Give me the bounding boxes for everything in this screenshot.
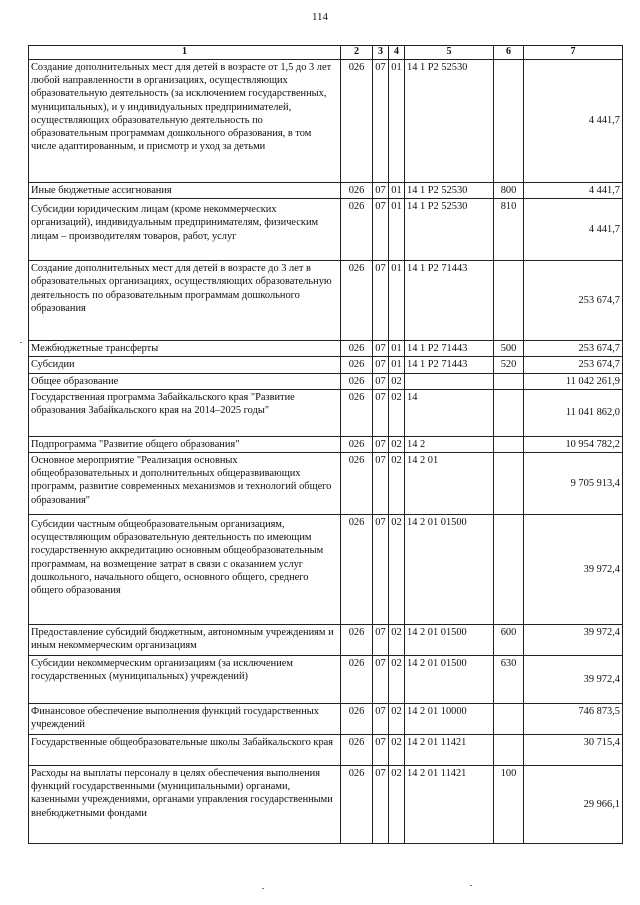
cell-subsection: 02 — [389, 656, 405, 704]
cell-expense-type: 800 — [494, 183, 524, 199]
table-row — [29, 656, 623, 704]
cell-target-article — [405, 373, 494, 389]
cell-subsection: 02 — [389, 515, 405, 625]
cell-code: 026 — [341, 389, 373, 436]
table-row — [29, 625, 623, 656]
column-header: 1 — [29, 46, 341, 60]
cell-section: 07 — [373, 704, 389, 735]
cell-code: 026 — [341, 261, 373, 341]
column-header: 5 — [405, 46, 494, 60]
cell-section: 07 — [373, 357, 389, 373]
table-row — [29, 60, 623, 183]
cell-section: 07 — [373, 766, 389, 844]
cell-section: 07 — [373, 341, 389, 357]
cell-subsection: 01 — [389, 357, 405, 373]
cell-target-article: 14 2 01 11421 — [405, 766, 494, 844]
table-row — [29, 341, 623, 357]
cell-amount: 11 041 862,0 — [524, 389, 623, 436]
cell-amount: 253 674,7 — [524, 357, 623, 373]
cell-subsection: 01 — [389, 341, 405, 357]
cell-section: 07 — [373, 735, 389, 766]
cell-target-article: 14 1 P2 71443 — [405, 261, 494, 341]
row-name: Общее образование — [29, 373, 341, 389]
cell-target-article: 14 2 01 01500 — [405, 515, 494, 625]
row-name: Создание дополнительных мест для детей в возрасте до 3 лет в образовательных организациях, осуществляющих образовательную деятельность по образовательным программам дошкольного образования — [29, 261, 341, 341]
cell-expense-type — [494, 436, 524, 452]
cell-subsection: 01 — [389, 183, 405, 199]
cell-section: 07 — [373, 656, 389, 704]
scan-speck — [262, 888, 264, 889]
cell-code: 026 — [341, 183, 373, 199]
cell-section: 07 — [373, 436, 389, 452]
cell-target-article: 14 2 01 11421 — [405, 735, 494, 766]
row-name: Финансовое обеспечение выполнения функций государственных учреждений — [29, 704, 341, 735]
table-row — [29, 453, 623, 515]
table-row — [29, 199, 623, 261]
column-header: 3 — [373, 46, 389, 60]
cell-section: 07 — [373, 515, 389, 625]
cell-code: 026 — [341, 704, 373, 735]
cell-expense-type: 100 — [494, 766, 524, 844]
cell-subsection: 02 — [389, 766, 405, 844]
cell-amount: 746 873,5 — [524, 704, 623, 735]
cell-target-article: 14 2 — [405, 436, 494, 452]
cell-target-article: 14 2 01 — [405, 453, 494, 515]
table-row — [29, 373, 623, 389]
table-row — [29, 704, 623, 735]
cell-target-article: 14 2 01 01500 — [405, 625, 494, 656]
cell-amount: 39 972,4 — [524, 656, 623, 704]
table-row — [29, 261, 623, 341]
cell-code: 026 — [341, 357, 373, 373]
cell-section: 07 — [373, 625, 389, 656]
cell-subsection: 02 — [389, 625, 405, 656]
cell-target-article: 14 1 P2 52530 — [405, 60, 494, 183]
table-row — [29, 357, 623, 373]
table-row — [29, 436, 623, 452]
cell-target-article: 14 2 01 01500 — [405, 656, 494, 704]
column-header: 2 — [341, 46, 373, 60]
cell-amount: 10 954 782,2 — [524, 436, 623, 452]
table-header-row — [29, 46, 623, 60]
cell-code: 026 — [341, 436, 373, 452]
cell-code: 026 — [341, 60, 373, 183]
table-row — [29, 183, 623, 199]
cell-amount: 29 966,1 — [524, 766, 623, 844]
cell-target-article: 14 1 P2 52530 — [405, 199, 494, 261]
cell-code: 026 — [341, 199, 373, 261]
cell-target-article: 14 1 P2 52530 — [405, 183, 494, 199]
cell-expense-type — [494, 735, 524, 766]
cell-expense-type: 630 — [494, 656, 524, 704]
cell-code: 026 — [341, 515, 373, 625]
page-number: 114 — [311, 11, 329, 23]
row-name: Субсидии юридическим лицам (кроме некоммерческих организаций), индивидуальным предпринимателям, физическим лицам – производителям товаров, работ, услуг — [29, 199, 341, 261]
cell-subsection: 02 — [389, 735, 405, 766]
row-name: Предоставление субсидий бюджетным, автономным учреждениям и иным некоммерческим организациям — [29, 625, 341, 656]
cell-target-article: 14 2 01 10000 — [405, 704, 494, 735]
cell-amount: 4 441,7 — [524, 60, 623, 183]
cell-amount: 253 674,7 — [524, 341, 623, 357]
cell-expense-type — [494, 60, 524, 183]
cell-expense-type — [494, 261, 524, 341]
row-name: Создание дополнительных мест для детей в возрасте от 1,5 до 3 лет любой направленности в организациях, осуществляющих образовательную деятельность (за исключением государственных, муниципальных), и у индивидуальных предпринимателей, осуществляющих образовательную деятельность по образовательным программам дошкольного образования, в том числе адаптированным, и присмотр и уход за детьми — [29, 60, 341, 183]
cell-code: 026 — [341, 656, 373, 704]
cell-expense-type — [494, 373, 524, 389]
cell-code: 026 — [341, 766, 373, 844]
cell-amount: 11 042 261,9 — [524, 373, 623, 389]
cell-section: 07 — [373, 261, 389, 341]
row-name: Межбюджетные трансферты — [29, 341, 341, 357]
cell-expense-type — [494, 453, 524, 515]
cell-section: 07 — [373, 373, 389, 389]
budget-table — [28, 45, 623, 844]
cell-amount: 253 674,7 — [524, 261, 623, 341]
cell-expense-type — [494, 704, 524, 735]
cell-code: 026 — [341, 341, 373, 357]
cell-amount: 4 441,7 — [524, 183, 623, 199]
table-row — [29, 515, 623, 625]
cell-subsection: 01 — [389, 261, 405, 341]
column-header: 6 — [494, 46, 524, 60]
cell-expense-type — [494, 515, 524, 625]
row-name: Государственные общеобразовательные школы Забайкальского края — [29, 735, 341, 766]
cell-subsection: 01 — [389, 60, 405, 183]
cell-subsection: 02 — [389, 389, 405, 436]
cell-subsection: 01 — [389, 199, 405, 261]
cell-target-article: 14 1 P2 71443 — [405, 341, 494, 357]
cell-code: 026 — [341, 735, 373, 766]
cell-expense-type: 500 — [494, 341, 524, 357]
cell-amount: 9 705 913,4 — [524, 453, 623, 515]
cell-target-article: 14 1 P2 71443 — [405, 357, 494, 373]
row-name: Иные бюджетные ассигнования — [29, 183, 341, 199]
cell-expense-type: 810 — [494, 199, 524, 261]
row-name: Подпрограмма "Развитие общего образования" — [29, 436, 341, 452]
cell-expense-type: 600 — [494, 625, 524, 656]
cell-code: 026 — [341, 373, 373, 389]
cell-section: 07 — [373, 389, 389, 436]
cell-section: 07 — [373, 199, 389, 261]
column-header: 7 — [524, 46, 623, 60]
scan-speck — [20, 342, 22, 343]
cell-amount: 4 441,7 — [524, 199, 623, 261]
cell-subsection: 02 — [389, 704, 405, 735]
scan-speck — [470, 885, 472, 886]
row-name: Субсидии некоммерческим организациям (за исключением государственных (муниципальных) учреждений) — [29, 656, 341, 704]
cell-target-article: 14 — [405, 389, 494, 436]
cell-expense-type: 520 — [494, 357, 524, 373]
cell-code: 026 — [341, 625, 373, 656]
table-row — [29, 735, 623, 766]
cell-section: 07 — [373, 60, 389, 183]
table-row — [29, 766, 623, 844]
cell-subsection: 02 — [389, 373, 405, 389]
cell-amount: 39 972,4 — [524, 515, 623, 625]
row-name: Государственная программа Забайкальского края "Развитие образования Забайкальского края на 2014–2025 годы" — [29, 389, 341, 436]
cell-subsection: 02 — [389, 436, 405, 452]
cell-section: 07 — [373, 183, 389, 199]
cell-code: 026 — [341, 453, 373, 515]
cell-amount: 39 972,4 — [524, 625, 623, 656]
table-row — [29, 389, 623, 436]
row-name: Субсидии частным общеобразовательным организациям, осуществляющим образовательную деятельность по имеющим государственную аккредитацию основным общеобразовательным программам, на возмещение затрат в связи с оказанием услуг дошкольного, начального общего, основного общего, среднего общего образования — [29, 515, 341, 625]
column-header: 4 — [389, 46, 405, 60]
cell-section: 07 — [373, 453, 389, 515]
cell-amount: 30 715,4 — [524, 735, 623, 766]
cell-subsection: 02 — [389, 453, 405, 515]
row-name: Расходы на выплаты персоналу в целях обеспечения выполнения функций государственными (муниципальными) органами, казенными учреждениями, органами управления государственными внебюджетными фондами — [29, 766, 341, 844]
cell-expense-type — [494, 389, 524, 436]
row-name: Субсидии — [29, 357, 341, 373]
row-name: Основное мероприятие "Реализация основных общеобразовательных и дополнительных общеразвивающих программ, развитие современных механизмов и технологий общего образования" — [29, 453, 341, 515]
